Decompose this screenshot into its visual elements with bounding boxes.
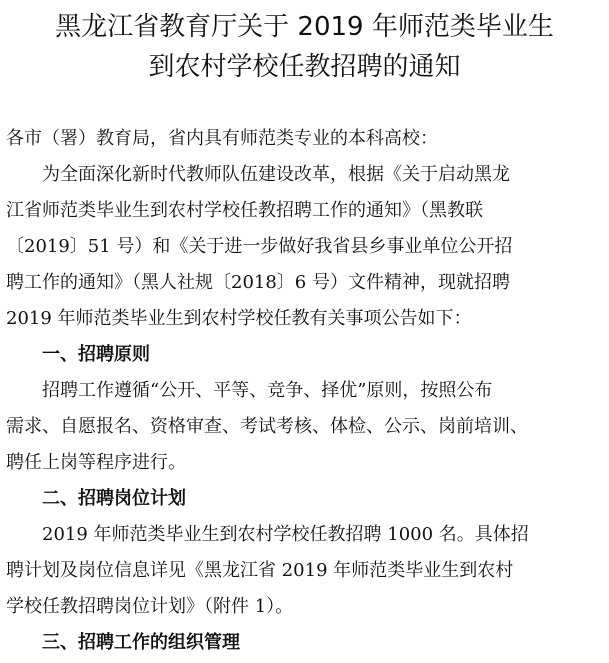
intro-line: 2019 年师范类毕业生到农村学校任教有关事项公告如下：: [6, 308, 472, 329]
section-2-line: 聘计划及岗位信息详见《黑龙江省 2019 年师范类毕业生到农村: [6, 560, 514, 581]
intro-line: 江省师范类毕业生到农村学校任教招聘工作的通知》（黑教联: [6, 200, 483, 221]
document-title-line-1: 黑龙江省教育厅关于 2019 年师范类毕业生: [55, 12, 554, 42]
salutation: 各市（署）教育局，省内具有师范类专业的本科高校：: [6, 128, 438, 149]
section-1-line: 招聘工作遵循“公开、平等、竞争、择优”原则，按照公布: [42, 380, 493, 401]
section-3-heading: 三、招聘工作的组织管理: [42, 632, 240, 653]
section-1-line: 聘任上岗等程序进行。: [6, 452, 186, 473]
intro-line: 〔2019〕51 号）和《关于进一步做好我省县乡事业单位公开招: [6, 236, 513, 257]
section-1-heading: 一、招聘原则: [42, 344, 150, 365]
document-title-line-2: 到农村学校任教招聘的通知: [148, 52, 461, 82]
intro-line: 聘工作的通知》（黑人社规〔2018〕6 号）文件精神，现就招聘: [6, 272, 510, 293]
section-1-line: 需求、自愿报名、资格审查、考试考核、体检、公示、岗前培训、: [6, 416, 528, 437]
section-2-line: 2019 年师范类毕业生到农村学校任教招聘 1000 名。具体招: [42, 524, 529, 545]
intro-line: 为全面深化新时代教师队伍建设改革，根据《关于启动黑龙: [42, 164, 510, 185]
section-2-heading: 二、招聘岗位计划: [42, 488, 186, 509]
section-2-line: 学校任教招聘岗位计划》（附件 1）。: [6, 596, 294, 617]
